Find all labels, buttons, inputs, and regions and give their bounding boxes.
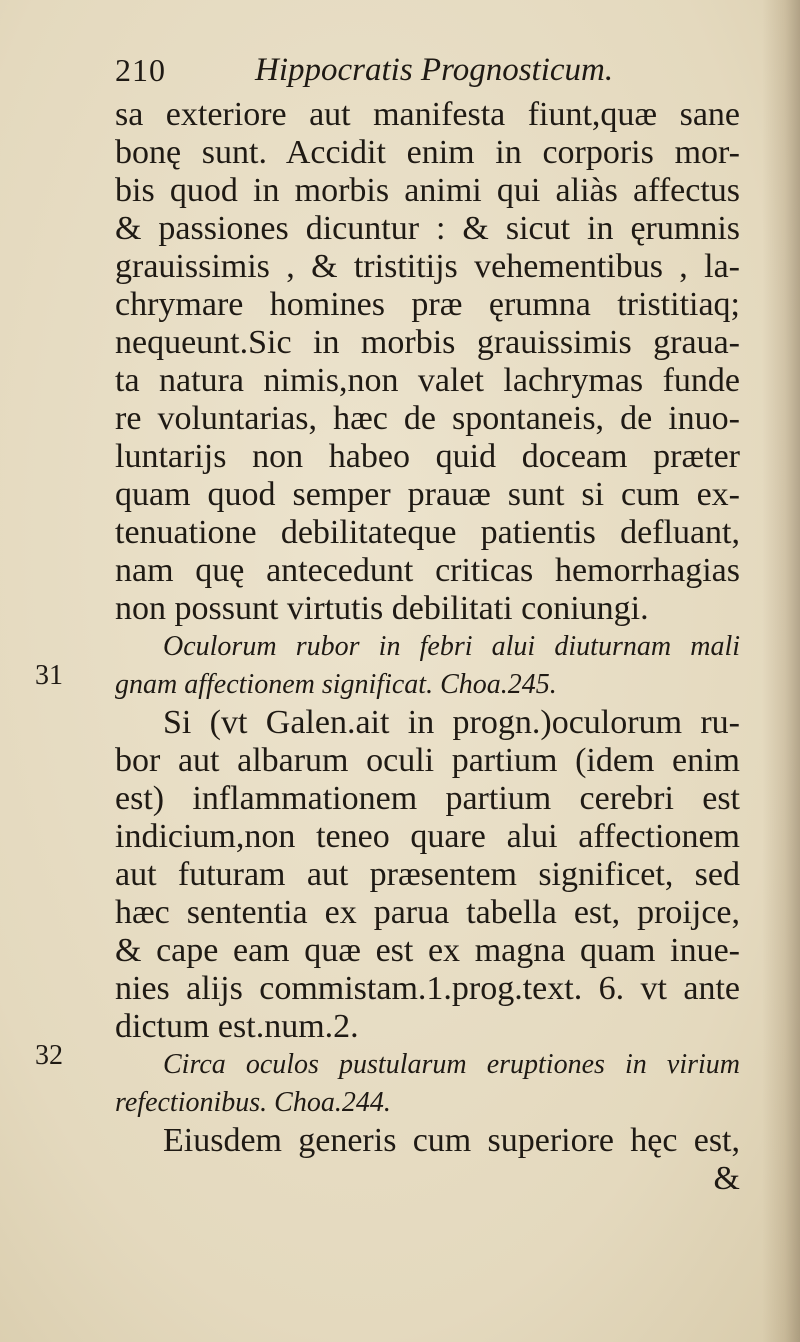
- text-line: quam quod semper prauæ sunt si cum ex-: [115, 476, 740, 513]
- text-line: non possunt virtutis debilitati coniungi.: [115, 590, 649, 627]
- margin-number-32: 32: [35, 1040, 63, 1071]
- text-line: nies alijs commistam.1.prog.text. 6. vt ante: [115, 970, 740, 1007]
- text-line: bis quod in morbis animi qui aliàs affectus: [115, 172, 740, 209]
- text-line: est) inflammationem partium cerebri est: [115, 780, 740, 817]
- page-gutter-shadow: [762, 0, 800, 1342]
- margin-number-31: 31: [35, 660, 63, 691]
- text-line: bor aut albarum oculi partium (idem enim: [115, 742, 740, 779]
- page-header: [115, 52, 735, 96]
- text-line: grauissimis , & tristitijs vehementibus , la-: [115, 248, 740, 285]
- text-line: chrymare homines præ ęrumna tristitiaq;: [115, 286, 740, 323]
- aphorism-heading-32: Circa oculos pustularum eruptiones in virium: [163, 1049, 740, 1080]
- text-line: & cape eam quæ est ex magna quam inue-: [115, 932, 740, 969]
- text-line: aut futuram aut præsentem significet, sed: [115, 856, 740, 893]
- text-line: sa exteriore aut manifesta fiunt,quæ sane: [115, 96, 740, 133]
- aphorism-heading-32-cont: refectionibus. Choa.244.: [115, 1087, 391, 1118]
- text-line: indicium,non teneo quare alui affectionem: [115, 818, 740, 855]
- aphorism-heading-31: Oculorum rubor in febri alui diuturnam mali: [163, 631, 740, 662]
- text-line: & passiones dicuntur : & sicut in ęrumnis: [115, 210, 740, 247]
- text-line: dictum est.num.2.: [115, 1008, 359, 1045]
- main-text: [115, 96, 740, 1198]
- page-number: 210: [115, 52, 166, 88]
- text-line: nequeunt.Sic in morbis grauissimis graua-: [115, 324, 740, 361]
- aphorism-heading-31-cont: gnam affectionem significat. Choa.245.: [115, 669, 557, 700]
- catchword: &: [713, 1160, 740, 1197]
- text-line: Si (vt Galen.ait in progn.)oculorum ru-: [163, 704, 740, 741]
- text-line: bonę sunt. Accidit enim in corporis mor-: [115, 134, 740, 171]
- text-line: re voluntarias, hæc de spontaneis, de inuo-: [115, 400, 740, 437]
- text-line: luntarijs non habeo quid doceam præter: [115, 438, 740, 475]
- text-line: Eiusdem generis cum superiore hęc est,: [163, 1122, 740, 1159]
- running-title: Hippocratis Prognosticum.: [255, 52, 614, 88]
- text-line: nam quę antecedunt criticas hemorrhagias: [115, 552, 740, 589]
- text-line: ta natura nimis,non valet lachrymas funde: [115, 362, 740, 399]
- text-line: tenuatione debilitateque patientis defluant,: [115, 514, 740, 551]
- text-line: hæc sententia ex parua tabella est, proijce,: [115, 894, 740, 931]
